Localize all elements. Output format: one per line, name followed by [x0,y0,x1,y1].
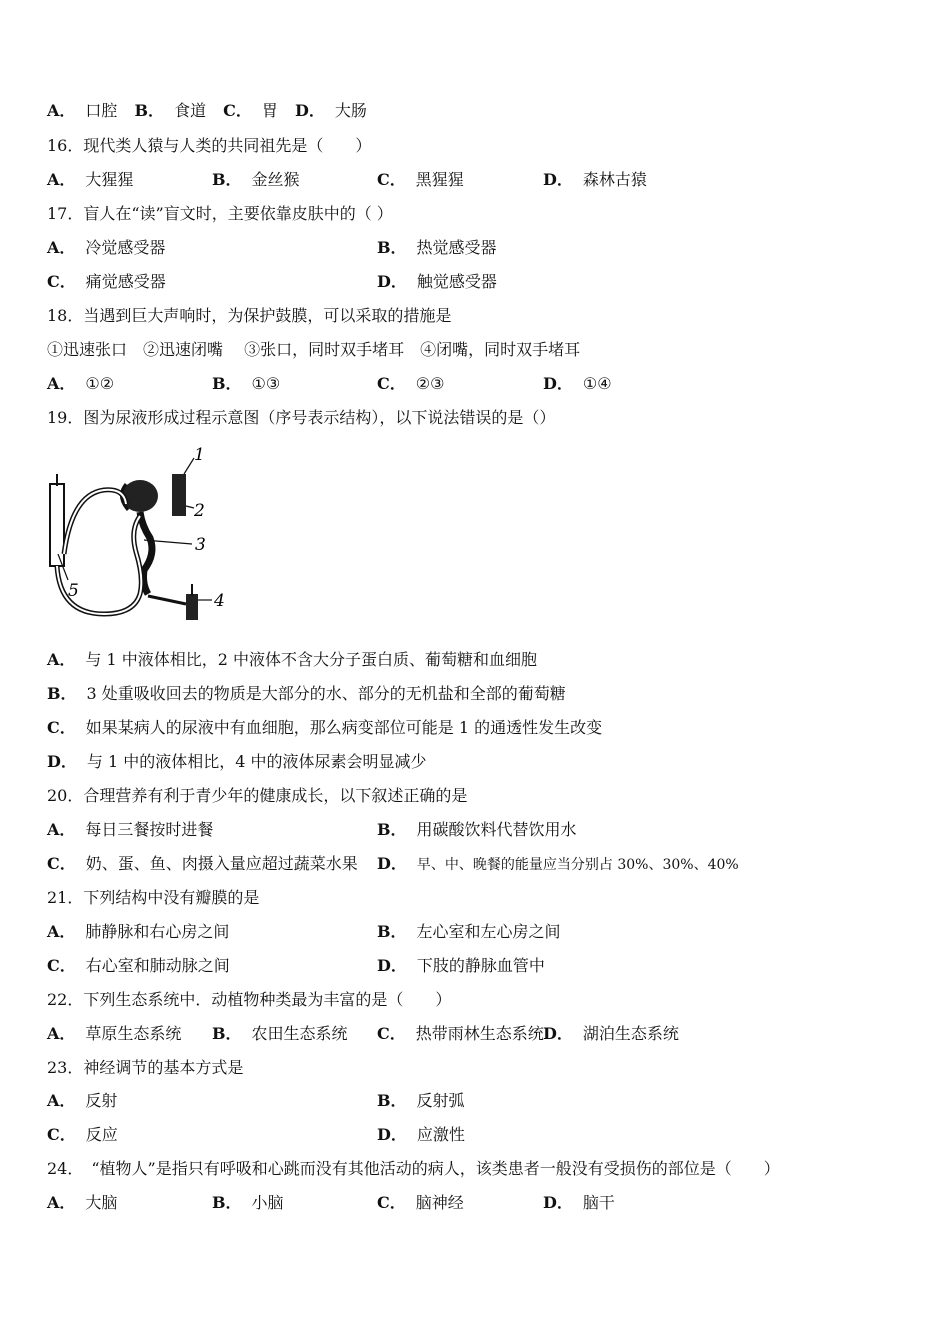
q20-option-a: A． 每日三餐按时进餐 [47,820,214,839]
q24-option-b: B． 小脑 [212,1193,284,1212]
figure-label-2: 2 [194,501,205,521]
q17-option-d: D． 触觉感受器 [377,272,497,291]
q23-option-d: D． 应激性 [377,1125,465,1144]
q21-option-d: D． 下肢的静脉血管中 [377,956,545,975]
q17-option-a: A． 冷觉感受器 [47,238,166,257]
q19-option-b: B． 3 处重吸收回去的物质是大部分的水、部分的无机盐和全部的葡萄糖 [47,684,566,703]
q24-option-d: D． 脑干 [543,1193,615,1212]
q21-stem: 21．下列结构中没有瓣膜的是 [47,888,260,907]
q21-option-b: B． 左心室和左心房之间 [377,922,561,941]
q24-stem: 24． “植物人”是指只有呼吸和心跳而没有其他活动的病人，该类患者一般没有受损伤的部位是（ ） [47,1159,780,1178]
q19-option-d: D． 与 1 中的液体相比，4 中的液体尿素会明显减少 [47,752,427,771]
q18-option-c: C． ②③ [377,374,445,393]
q23-stem: 23．神经调节的基本方式是 [47,1058,244,1077]
q17-option-b: B． 热觉感受器 [377,238,497,257]
q19-option-a: A． 与 1 中液体相比，2 中液体不含大分子蛋白质、葡萄糖和血细胞 [47,650,538,669]
q16-option-a: A． 大猩猩 [47,170,134,189]
q15-options-row: A． 口腔 B． 食道 C． 胃 D． 大肠 [47,101,367,120]
figure-label-5: 5 [68,581,79,601]
q23-option-b: B． 反射弧 [377,1091,465,1110]
q20-stem: 20．合理营养有利于青少年的健康成长，以下叙述正确的是 [47,786,468,805]
q18-option-d: D． ①④ [543,374,612,393]
q16-option-b: B． 金丝猴 [212,170,300,189]
q23-option-a: A． 反射 [47,1091,118,1110]
q21-option-c: C． 右心室和肺动脉之间 [47,956,230,975]
q16-option-d: D． 森林古猿 [543,170,647,189]
q22-option-a: A． 草原生态系统 [47,1024,182,1043]
q21-option-a: A． 肺静脉和右心房之间 [47,922,230,941]
q15-option-d: 大肠 [334,101,367,120]
q22-stem: 22．下列生态系统中．动植物种类最为丰富的是（ ） [47,990,452,1009]
q15-option-a: 口腔 [85,101,118,120]
figure-label-1: 1 [194,445,205,465]
vessel-4-shape [186,594,198,620]
q18-option-b: B． ①③ [212,374,281,393]
vessel-4-link [148,596,186,604]
q22-option-c: C． 热带雨林生态系统 [377,1024,544,1043]
q18-stem: 18．当遇到巨大声响时，为保护鼓膜，可以采取的措施是 [47,306,452,325]
vessel-1-shape [172,474,186,516]
q20-option-b: B． 用碳酸饮料代替饮用水 [377,820,577,839]
q19-option-c: C． 如果某病人的尿液中有血细胞，那么病变部位可能是 1 的通透性发生改变 [47,718,603,737]
nephron-svg [44,444,234,624]
q17-option-c: C． 痛觉感受器 [47,272,166,291]
q16-stem: 16．现代类人猿与人类的共同祖先是（ ） [47,136,372,155]
figure-label-3: 3 [195,535,206,555]
q20-option-d: D． 早、中、晚餐的能量应当分别占 30%、30%、40% [377,854,739,873]
q24-option-c: C． 脑神经 [377,1193,464,1212]
leader-1 [184,458,194,474]
q22-option-d: D． 湖泊生态系统 [543,1024,679,1043]
q15-option-b: 食道 [174,101,207,120]
q18-option-a: A． ①② [47,374,115,393]
q22-option-b: B． 农田生态系统 [212,1024,348,1043]
q24-option-a: A． 大脑 [47,1193,118,1212]
q19-stem: 19．图为尿液形成过程示意图（序号表示结构），以下说法错误的是（） [47,408,556,427]
q15-option-c: 胃 [261,101,278,120]
figure-label-4: 4 [214,591,225,611]
q17-stem: 17．盲人在“读”盲文时，主要依靠皮肤中的（ ） [47,204,393,223]
q18-measures: ①迅速张口 ②迅速闭嘴 ③张口，同时双手堵耳 ④闭嘴，同时双手堵耳 [47,340,581,359]
q16-option-c: C． 黑猩猩 [377,170,464,189]
q23-option-c: C． 反应 [47,1125,118,1144]
q20-option-c: C． 奶、蛋、鱼、肉摄入量应超过蔬菜水果 [47,854,358,873]
leader-2 [186,506,194,508]
tubule-upper [64,490,126,554]
nephron-diagram [44,444,234,624]
